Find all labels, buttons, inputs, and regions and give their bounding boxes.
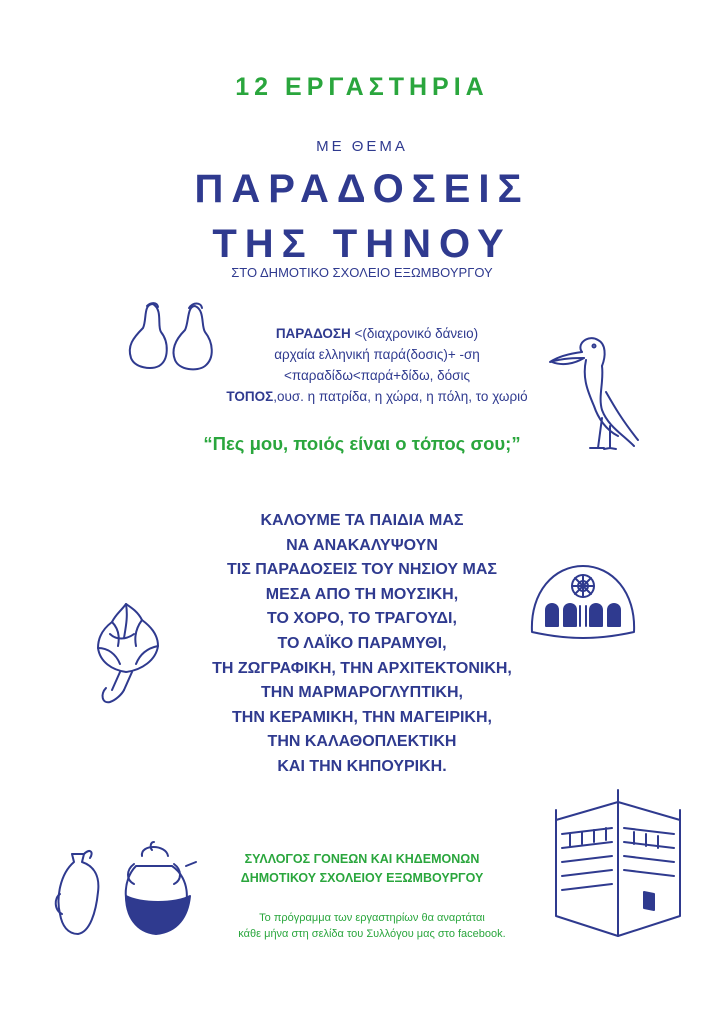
workshops-heading: 12 ΕΡΓΑΣΤΗΡΙΑ bbox=[235, 73, 489, 101]
gourds-icon bbox=[125, 298, 225, 373]
term-paradosi: ΠΑΡΑΔΟΣΗ bbox=[275, 326, 351, 341]
body-line: ΝΑ ΑΝΑΚΑΛΥΨΟΥΝ bbox=[286, 536, 438, 554]
invitation-text bbox=[130, 509, 594, 780]
title-line-2: ΤΗΣ ΤΗΝΟΥ bbox=[212, 222, 512, 266]
body-line: ΤΟ ΛΑΪΚΟ ΠΑΡΑΜΥΘΙ, bbox=[277, 634, 447, 652]
definition-line-4-rest: ,ουσ. η πατρίδα, η χώρα, η πόλη, το χωριό bbox=[273, 389, 528, 404]
association-name bbox=[160, 850, 564, 888]
artichoke-icon bbox=[86, 598, 168, 708]
pelican-icon bbox=[548, 322, 648, 454]
body-line: ΤΗ ΖΩΓΡΑΦΙΚΗ, ΤΗΝ ΑΡΧΙΤΕΚΤΟΝΙΚΗ, bbox=[212, 659, 512, 677]
body-line: ΤΗΝ ΚΕΡΑΜΙΚΗ, ΤΗΝ ΜΑΓΕΙΡΙΚΗ, bbox=[232, 708, 492, 726]
body-line: ΤΗΝ ΜΑΡΜΑΡΟΓΛΥΠΤΙΚΗ, bbox=[261, 684, 463, 702]
definition-line-3: <παραδίδω<παρά+δίδω, δόσις bbox=[284, 368, 470, 383]
definition-block bbox=[200, 323, 554, 407]
definition-line-2: αρχαία ελληνική παρά(δοσις)+ -ση bbox=[274, 347, 480, 362]
jugs-icon bbox=[50, 836, 200, 944]
body-line: ΚΑΛΟΥΜΕ ΤΑ ΠΑΙΔΙΑ ΜΑΣ bbox=[260, 512, 464, 529]
dovecote-tower-icon bbox=[548, 780, 688, 940]
note-line: κάθε μήνα στη σελίδα του Συλλόγου μας στο facebook. bbox=[238, 928, 506, 940]
association-line: ΔΗΜΟΤΙΚΟΥ ΣΧΟΛΕΙΟΥ ΕΞΩΜΒΟΥΡΓΟΥ bbox=[240, 871, 484, 885]
window-arch-icon bbox=[528, 562, 638, 642]
note-line: Το πρόγραμμα των εργαστηρίων θα αναρτάται bbox=[259, 912, 485, 924]
definition-line-4 bbox=[200, 386, 554, 407]
association-line: ΣΥΛΛΟΓΟΣ ΓΟΝΕΩΝ ΚΑΙ ΚΗΔΕΜΟΝΩΝ bbox=[244, 852, 480, 866]
body-line: ΤΟ ΧΟΡΟ, ΤΟ ΤΡΑΓΟΥΔΙ, bbox=[267, 610, 457, 628]
title-line-1: ΠΑΡΑΔΟΣΕΙΣ bbox=[194, 167, 530, 211]
body-line: ΤΙΣ ΠΑΡΑΔΟΣΕΙΣ ΤΟΥ ΝΗΣΙΟΥ ΜΑΣ bbox=[226, 561, 498, 579]
term-topos: ΤΟΠΟΣ bbox=[226, 389, 274, 404]
body-line: ΜΕΣΑ ΑΠΟ ΤΗ ΜΟΥΣΙΚΗ, bbox=[265, 585, 459, 603]
facebook-note bbox=[160, 910, 584, 942]
body-line: ΤΗΝ ΚΑΛΑΘΟΠΛΕΚΤΙΚΗ bbox=[267, 733, 457, 751]
subject-label: ΜΕ ΘΕΜΑ bbox=[316, 138, 408, 155]
body-line: ΚΑΙ ΤΗΝ ΚΗΠΟΥΡΙΚΗ. bbox=[277, 757, 447, 775]
quote: “Πες μου, ποιός είναι ο τόπος σου;” bbox=[203, 433, 521, 454]
school-line: ΣΤΟ ΔΗΜΟΤΙΚΟ ΣΧΟΛΕΙΟ ΕΞΩΜΒΟΥΡΓΟΥ bbox=[231, 265, 493, 280]
definition-line-1-rest: <(διαχρονικό δάνειο) bbox=[350, 326, 479, 341]
definition-line-1 bbox=[200, 323, 554, 344]
